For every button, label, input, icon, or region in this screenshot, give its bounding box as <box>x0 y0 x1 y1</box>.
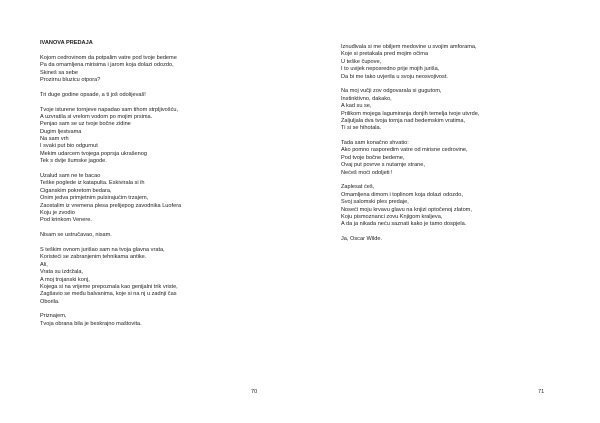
right-poem-column <box>341 44 479 251</box>
stanza <box>341 140 479 177</box>
stanza <box>40 173 181 225</box>
poem-line: Koju pismoznanci zovu Knjigom kraljeva, <box>341 213 443 220</box>
poem-line: Mekim udarcem tvojega poprsja ukrašenog <box>40 150 147 157</box>
poem-line: A moj trojanski konj, <box>40 276 90 283</box>
poem-line: Teške poglede iz katapulta. Eskivirala si ih <box>40 180 145 187</box>
poem-line: Priznajem, <box>40 313 67 320</box>
poem-line: Svoj salomski ples predaje, <box>341 199 409 206</box>
stanza <box>40 313 181 328</box>
poem-line: Pod tvoje bočne bedeme, <box>341 154 405 161</box>
poem-line: S teškim ovnom jurišao sam na tvoja glavna vrata, <box>40 246 165 253</box>
stanza <box>40 55 181 85</box>
poem-line: Uzalud sam ne te bacao <box>40 173 101 180</box>
stanza <box>341 44 479 81</box>
poem-line: Ovaj put povrve s nutarnje strane, <box>341 162 425 169</box>
stanza <box>40 247 181 306</box>
poem-line: Tvoja obrana bila je beskrajno maštovita. <box>40 320 142 327</box>
poem-line: Oborila. <box>40 298 60 305</box>
page-number-left: 70 <box>251 389 258 395</box>
left-stanzas <box>40 55 181 328</box>
right-page <box>300 0 600 423</box>
poem-line: Nisam se ustručavao, nisam. <box>40 232 112 239</box>
page-number-right: 71 <box>538 389 545 395</box>
poem-line: Zaostalim iz vremena plesa prelijepog zavodnika Luofera <box>40 202 182 209</box>
poem-line: Tvoje isturene tornjeve napadao sam tihom strpljivošću, <box>40 106 179 113</box>
stanza <box>341 184 479 228</box>
poem-line: Na sam vrh <box>40 136 69 143</box>
poem-line: Ja, Oscar Wilde. <box>341 236 383 243</box>
stanza <box>40 92 181 99</box>
poem-line: U teške čupove, <box>341 58 382 65</box>
poem-line: Instinktivno, dakako, <box>341 95 392 102</box>
poem-line: A da ja nikada neću saznati kako je tamo dospjela. <box>341 221 467 228</box>
poem-line: Na moj vučji zov odgovarala si gugutom, <box>341 88 442 95</box>
poem-line: Dugim ljestvama <box>40 128 82 135</box>
poem-line: Da bi me tako uvjerila u svoju neosvojivost. <box>341 73 448 80</box>
poem-line: Zaljuljala dva tvoja tornja nad bedemskim vratima, <box>341 117 466 124</box>
poem-line: Nećeš moći odoljeti ! <box>341 169 393 176</box>
poem-line: Prozirnu bluzicu otpora? <box>40 76 101 83</box>
poem-line: I to uvijek neposredno prije mojih juriša, <box>341 66 440 73</box>
poem-line: Tada sam konačno shvatio: <box>341 140 409 147</box>
poem-line: Penjao sam se uz tvoje bočne zidine <box>40 121 131 128</box>
stanza <box>341 88 479 132</box>
poem-line: Ali, <box>40 261 48 268</box>
poem-line: Kojega si na vrijeme prepoznala kao genijalni trik vriste, <box>40 283 178 290</box>
poem-line: Kojom cedrovinom da potpalim vatre pod tvoje bedeme <box>40 54 177 61</box>
left-poem-column <box>40 40 181 336</box>
poem-line: Skineš sa sebe <box>40 69 78 76</box>
poem-line: Zaplesat ćeš, <box>341 184 375 191</box>
poem-line: Ako pomno rasporedim vatre od mirisne cedrovine, <box>341 147 468 154</box>
poem-line: A uzvratila si vrelom vodom po mojim prsima. <box>40 113 153 120</box>
poem-line: Tek s dvije šumske jagode. <box>40 158 107 165</box>
poem-line: I svaki put bio odgurnut <box>40 143 98 150</box>
poem-line: Ciganskim pokretom bedara, <box>40 187 112 194</box>
poem-line: Onim jedva primjetnim pulsirajućim trzajem, <box>40 195 149 202</box>
poem-line: Koristeći se zabranjenim tehnikama antike. <box>40 254 147 261</box>
right-stanzas <box>341 44 479 244</box>
poem-line: Zagšavio se među balvanima, koje si na nj u zadnji čas <box>40 291 177 298</box>
poem-line: Tri duge godine opsade, a ti još odolijevaš! <box>40 91 146 98</box>
stanza <box>341 236 479 243</box>
poem-line: Pod krinkom Venere. <box>40 217 92 224</box>
poem-line: Vrata su izdržala, <box>40 269 84 276</box>
poem-line: Koje si pretakala pred mojim očima <box>341 51 429 58</box>
poem-line: Omamljena dimom i toplinom koja dolazi odozdo, <box>341 191 463 198</box>
poem-line: Noseći moju krvavu glavu na knjizi optočenoj zlatom, <box>341 206 472 213</box>
stanza <box>40 107 181 166</box>
poem-line: Iznuđivala si me obiljem medovine u svojim amforama, <box>341 44 477 50</box>
poem-line: Ti si se hihotala. <box>341 125 382 132</box>
poem-title: IVANOVA PREDAJA <box>40 40 93 46</box>
poem-line: A kad su se, <box>341 103 372 110</box>
poem-line: Pa da omamljena mirisima i jarom koja dolazi odozdo, <box>40 62 174 69</box>
poem-line: Prilikom mojega lagumiranja donjih temelja tvoje utvrde, <box>341 110 480 117</box>
stanza <box>40 232 181 239</box>
poem-line: Koju je zvodio <box>40 210 75 216</box>
